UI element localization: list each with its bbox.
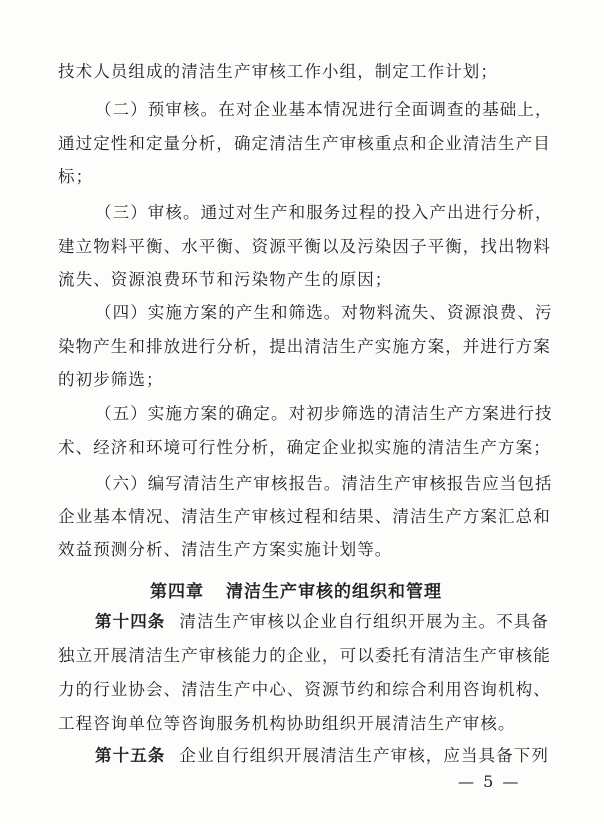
text-line: （二）预审核。在对企业基本情况进行全面调查的基础上， xyxy=(95,100,553,119)
text-line: 技术人员组成的清洁生产审核工作小组，制定工作计划； xyxy=(58,62,498,81)
article-first-line xyxy=(95,746,549,766)
chapter-number: 第四章 xyxy=(150,582,204,602)
text-line: 工程咨询单位等咨询服务机构协助组织开展清洁生产审核。 xyxy=(58,714,516,733)
article-text: 企业自行组织开展清洁生产审核，应当具备下列 xyxy=(179,746,550,765)
text-line: 力的行业协会、清洁生产中心、资源节约和综合利用咨询机构、 xyxy=(58,680,551,699)
page-number: — 5 — xyxy=(458,772,521,791)
text-line: 效益预测分析、清洁生产方案实施计划等。 xyxy=(58,540,393,559)
text-line: 建立物料平衡、水平衡、资源平衡以及污染因子平衡，找出物料 xyxy=(58,237,551,256)
text-line: 术、经济和环境可行性分析，确定企业拟实施的清洁生产方案； xyxy=(58,438,551,457)
article-label: 第十五条 xyxy=(95,746,166,765)
text-line: （三）审核。通过对生产和服务过程的投入产出进行分析， xyxy=(95,203,553,222)
text-line: （四）实施方案的产生和筛选。对物料流失、资源浪费、污 xyxy=(95,303,553,322)
text-line: （六）编写清洁生产审核报告。清洁生产审核报告应当包括 xyxy=(95,474,553,493)
text-line: 标； xyxy=(58,167,94,186)
article-text: 清洁生产审核以企业自行组织开展为主。不具备 xyxy=(179,612,550,631)
text-line: 独立开展清洁生产审核能力的企业，可以委托有清洁生产审核能 xyxy=(58,646,551,665)
article-label: 第十四条 xyxy=(95,612,166,631)
text-line: 的初步筛选； xyxy=(58,370,164,389)
text-line: 染物产生和排放进行分析，提出清洁生产实施方案，并进行方案 xyxy=(58,337,551,356)
text-line: 企业基本情况、清洁生产审核过程和结果、清洁生产方案汇总和 xyxy=(58,507,551,526)
chapter-heading xyxy=(150,577,442,602)
chapter-title: 清洁生产审核的组织和管理 xyxy=(226,582,442,602)
text-line: （五）实施方案的确定。对初步筛选的清洁生产方案进行技 xyxy=(95,404,553,423)
article-first-line xyxy=(95,612,549,632)
text-line: 流失、资源浪费环节和污染物产生的原因； xyxy=(58,270,393,289)
text-line: 通过定性和定量分析，确定清洁生产审核重点和企业清洁生产目 xyxy=(58,134,551,153)
